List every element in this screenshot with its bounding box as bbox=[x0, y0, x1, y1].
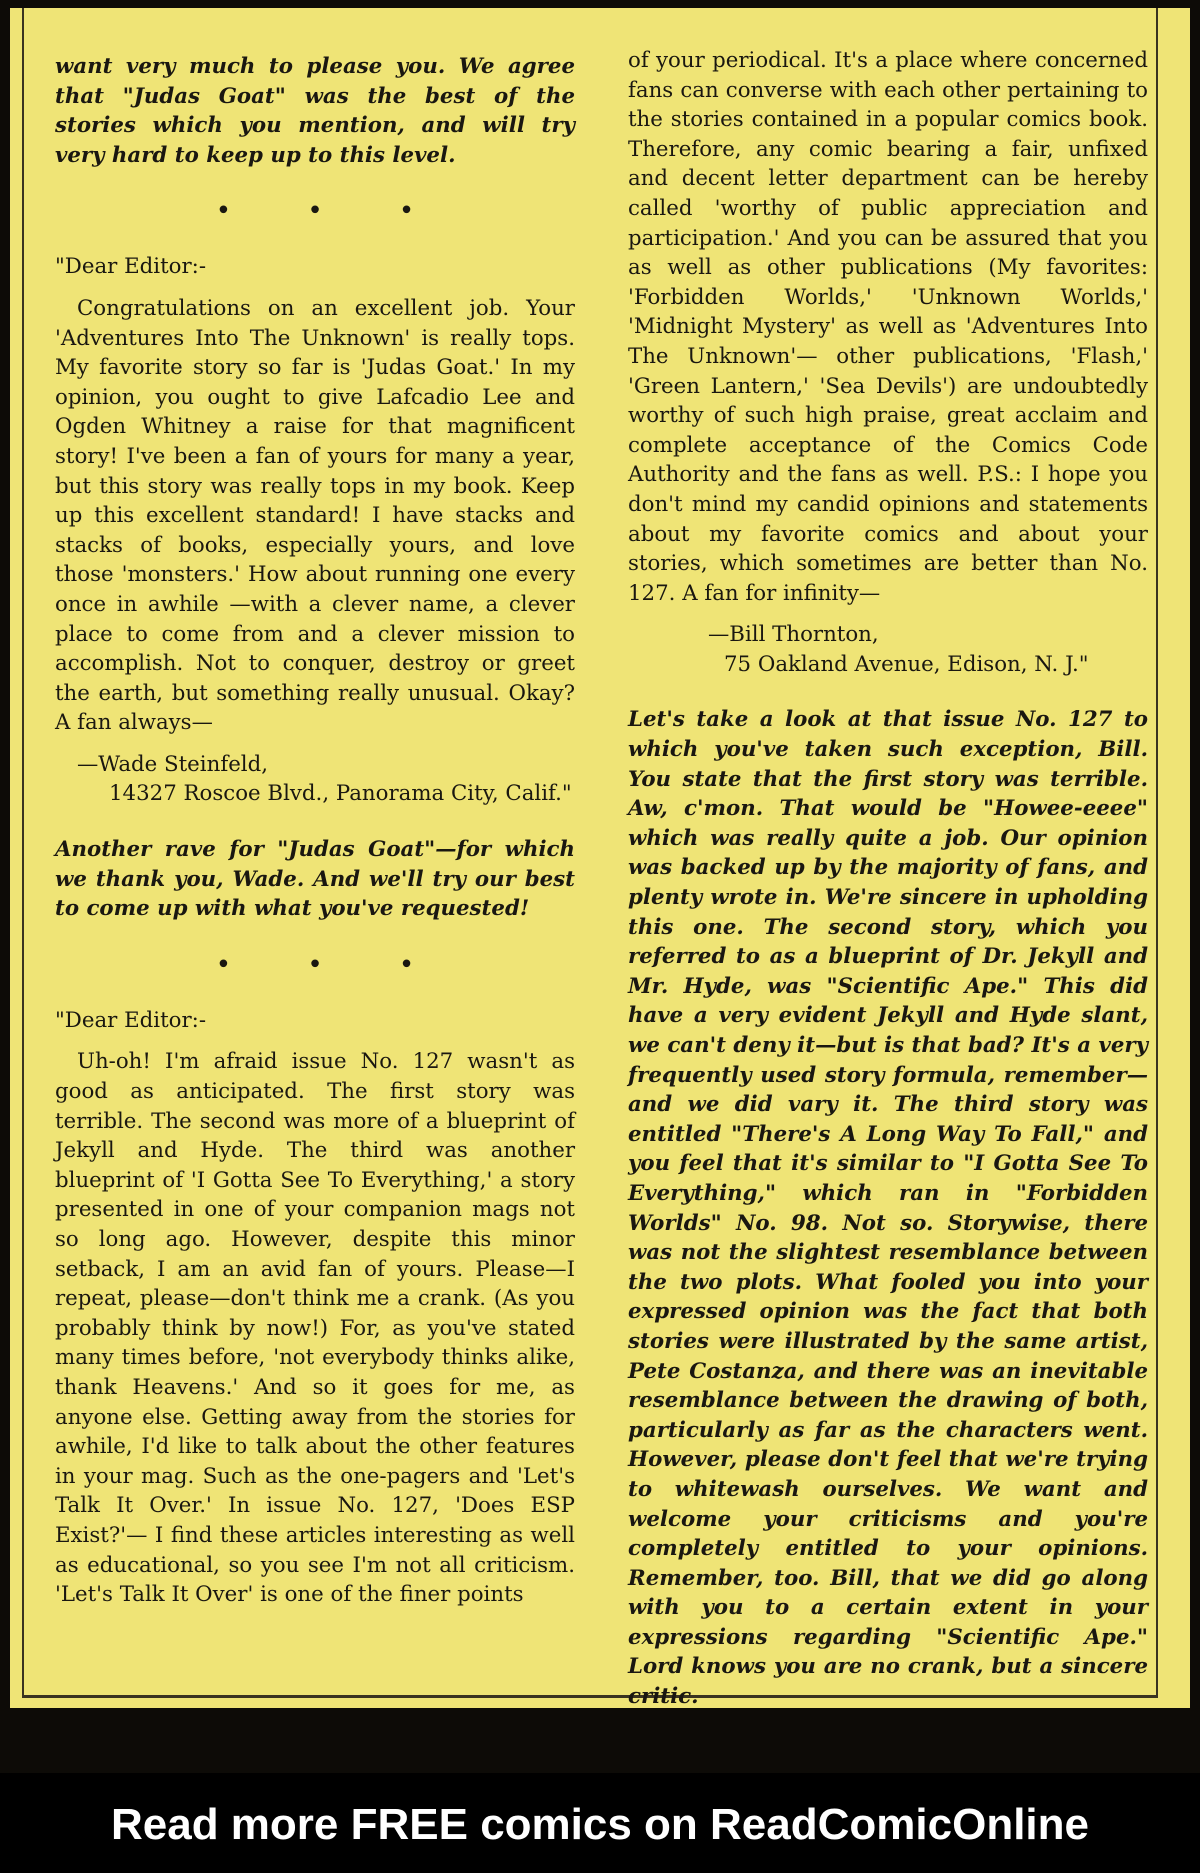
letter1-signature-name: —Wade Steinfeld, bbox=[77, 751, 269, 777]
letter1-body: Congratulations on an excellent job. Your 'Adventures Into The Unknown' is really tops. My favorite story so far is 'Judas Goat.' In my opinion, you ought to give Lafcadio Lee and Ogden Whitney a raise for that magnificent story! I've been a fan of yours for many a year, but this story was really tops in my book. Keep up this excellent standard! I have stacks and stacks of books, especially yours, and love those 'monsters.' How about running one every once in awhile —with a clever name, a clever place to come from and a clever mission to accomplish. Not to conquer, destroy or greet the earth, but something really unusual. Okay? A fan always— bbox=[55, 295, 575, 736]
letter2-body: Uh-oh! I'm afraid issue No. 127 wasn't as good as anticipated. The first story was terrible. The second was more of a blueprint of Jekyll and Hyde. The third was another blueprint of 'I Gotta See To Everything,' a story presented in one of your companion mags not so long ago. However, despite this minor setback, I am an avid fan of yours. Please—I repeat, please—don't think me a crank. (As you probably think by now!) For, as you've stated many times before, 'not everybody thinks alike, thank Heavens.' And so it goes for me, as anyone else. Getting away from the stories for awhile, I'd like to talk about the other features in your mag. Such as the one-pagers and 'Let's Talk It Over.' In issue No. 127, 'Does ESP Exist?'— I find these articles interesting as well as educational, so you see I'm not all criticism. 'Let's Talk It Over' is one of the finer points bbox=[55, 1049, 575, 1608]
editor-reply-top: want very much to please you. We agree that "Judas Goat" was the best of the stories which you mention, and will try very hard to keep up to this level. bbox=[55, 54, 575, 168]
promo-banner[interactable] bbox=[0, 1773, 1200, 1873]
editor-reply-1: Another rave for "Judas Goat"—for which we thank you, Wade. And we'll try our best to come up with what you've requested! bbox=[55, 837, 575, 922]
letter2-signature-address: 75 Oakland Avenue, Edison, N. J." bbox=[724, 651, 1089, 677]
left-column bbox=[55, 52, 575, 1610]
letter2-continued: of your periodical. It's a place where concerned fans can converse with each other pertaining to the stories contained in a popular comics book. Therefore, any comic bearing a fair, unfixed and decent letter department can be hereby called 'worthy of public appreciation and participation.' And you can be assured that you as well as other publications (My favorites: 'Forbidden Worlds,' 'Unknown Worlds,' 'Midnight Mystery' as well as 'Adventures Into The Unknown'— other publications, 'Flash,' 'Green Lantern,' 'Sea Devils') are undoubtedly worthy of such high praise, great acclaim and complete acceptance of the Comics Code Authority and the fans as well. P.S.: I hope you don't mind my candid opinions and statements about my favorite comics and about your stories, which sometimes are better than No. 127. A fan for infinity— bbox=[628, 48, 1148, 606]
letter2-signature-name: —Bill Thornton, bbox=[708, 622, 879, 648]
letter2-salutation: "Dear Editor:- bbox=[55, 1007, 207, 1033]
comic-page bbox=[10, 8, 1190, 1708]
letter1-salutation: "Dear Editor:- bbox=[55, 254, 207, 280]
separator-dots-2: • • • bbox=[215, 949, 449, 980]
promo-banner-text[interactable]: Read more FREE comics on ReadComicOnline bbox=[110, 1800, 1089, 1849]
letter1-signature-address: 14327 Roscoe Blvd., Panorama City, Calif." bbox=[109, 781, 572, 807]
editor-reply-2: Let's take a look at that issue No. 127 to which you've taken such exception, Bill. You state that the first story was terrible. Aw, c'mon. That would be "Howee-eeee" which was really quite a job. Our opinion was backed up by the majority of fans, and plenty wrote in. We're sincere in upholding this one. The second story, which you referred to as a blueprint of Dr. Jekyll and Mr. Hyde, was "Scientific Ape." This did have a very evident Jekyll and Hyde slant, we can't deny it—but is that bad? It's a very frequently used story formula, remember—and we did vary it. The third story was entitled "There's A Long Way To Fall," and you feel that it's similar to "I Gotta See To Everything," which ran in "Forbidden Worlds" No. 98. Not so. Storywise, there was not the slightest resemblance between the two plots. What fooled you into your expressed opinion was the fact that both stories were illustrated by the same artist, Pete Costanza, and there was an inevitable resemblance between the drawing of both, particularly as far as the characters went. However, please don't feel that we're trying to whitewash ourselves. We want and welcome your criticisms and you're completely entitled to your opinions. Remember, too. Bill, that we did go along with you to a certain extent in your expressions regarding "Scientific Ape." Lord knows you are no crank, but a sincere critic. bbox=[628, 707, 1148, 1710]
right-column bbox=[628, 46, 1148, 1712]
separator-dots: • • • bbox=[215, 196, 449, 227]
